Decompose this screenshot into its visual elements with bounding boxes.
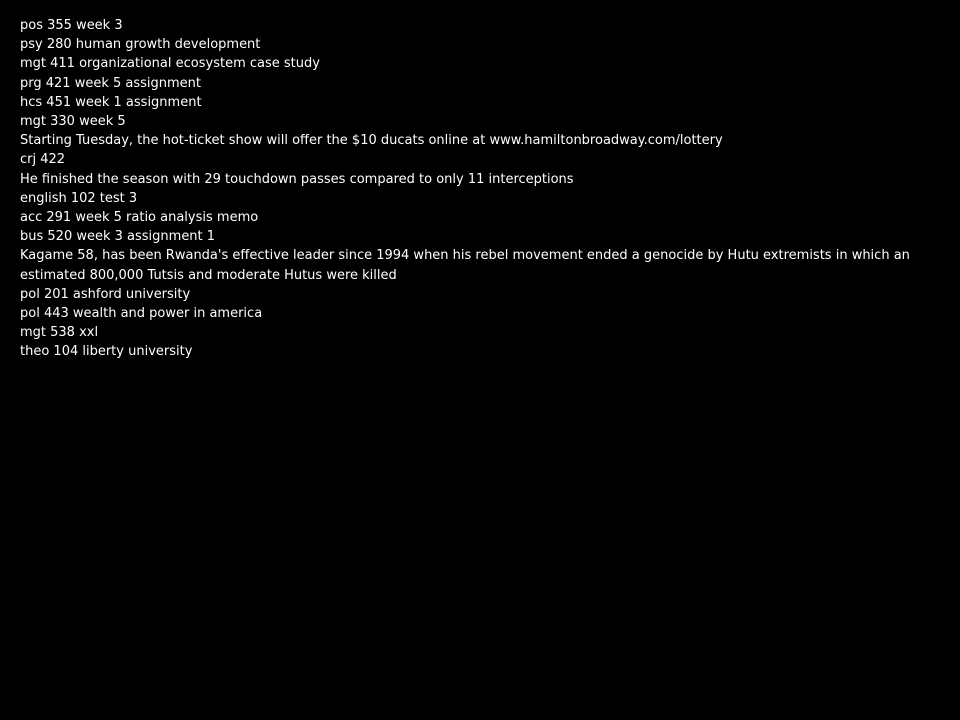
text-line: pos 355 week 3 (20, 18, 123, 33)
text-line: mgt 538 xxl (20, 325, 99, 341)
text-line: bus 520 week 3 assignment 1 (20, 229, 216, 245)
text-line: mgt 330 week 5 (20, 114, 126, 130)
text-line: pol 201 ashford university (20, 286, 191, 302)
text-line: He finished the season with 29 touchdown passes compared to only 11 interceptions (20, 171, 574, 187)
text-line: Starting Tuesday, the hot-ticket show will offer the $10 ducats online at www.hamiltonbroadway.com/lottery (20, 133, 723, 149)
text-list (20, 16, 920, 362)
text-line: prg 421 week 5 assignment (20, 75, 202, 91)
text-line: pol 443 wealth and power in america (20, 306, 263, 322)
text-line: english 102 test 3 (20, 190, 138, 206)
text-line: hcs 451 week 1 assignment (20, 94, 202, 110)
text-line: crj 422 (20, 152, 66, 168)
text-line: psy 280 human growth development (20, 37, 261, 53)
text-line: Kagame 58, has been Rwanda's effective leader since 1994 when his rebel movement ended a genocide by Hutu extremists in which an estimated 800,000 Tutsis and moderate Hutus were killed (20, 248, 910, 283)
text-line: acc 291 week 5 ratio analysis memo (20, 210, 259, 226)
text-line: theo 104 liberty university (20, 344, 193, 360)
text-line: mgt 411 organizational ecosystem case study (20, 56, 320, 72)
